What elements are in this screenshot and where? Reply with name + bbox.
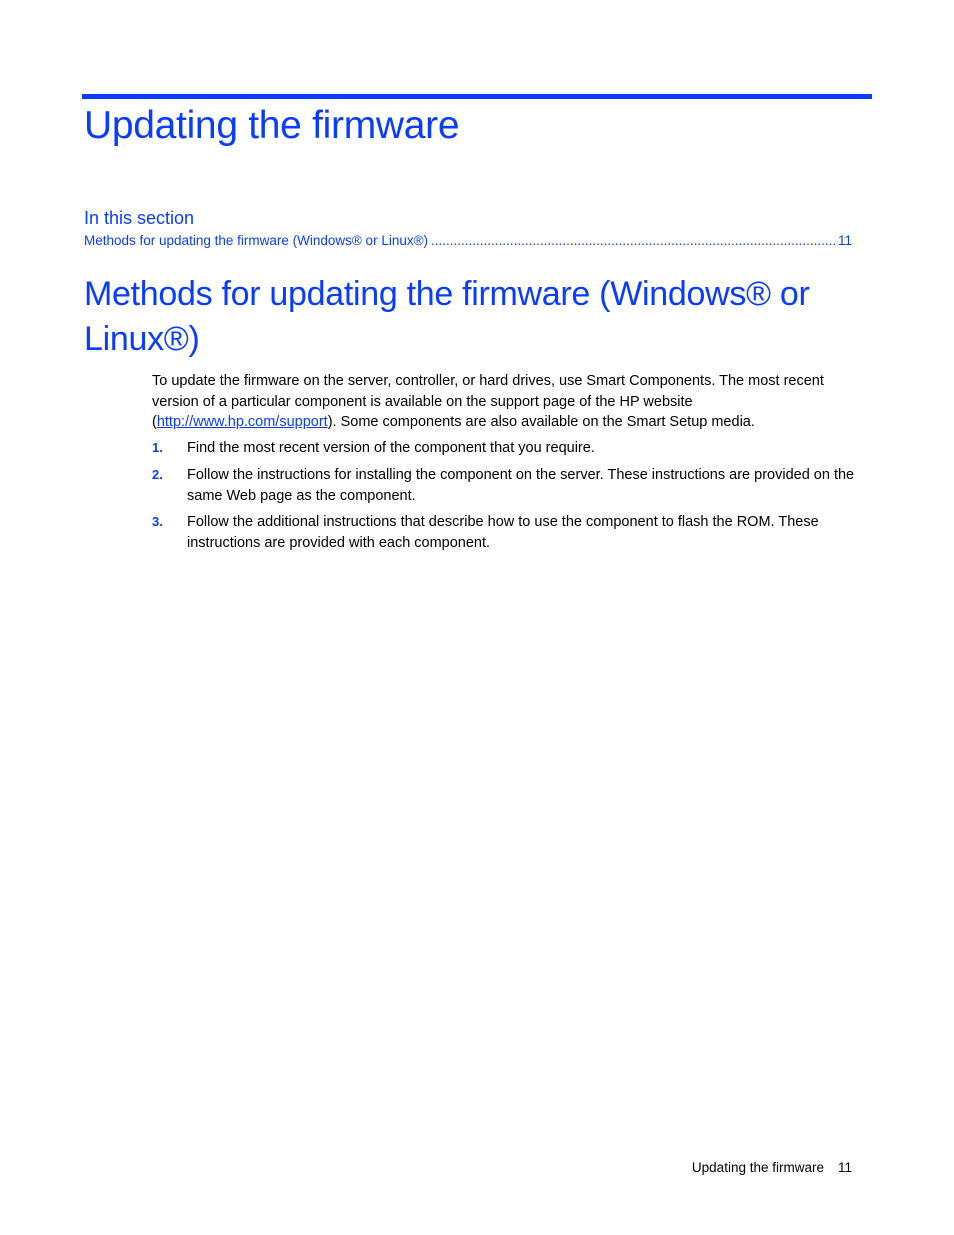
hp-support-link[interactable]: http://www.hp.com/support	[156, 414, 328, 431]
step-text: Follow the instructions for installing the component on the server. These instructions are provided on the same Web page as the component.	[187, 467, 855, 504]
step-text: Follow the additional instructions that describe how to use the component to flash the ROM. These instructions are provided with each component.	[187, 514, 819, 551]
footer-title: Updating the firmware	[691, 1160, 824, 1175]
section-title: Methods for updating the firmware (Windows® or Linux®)	[84, 275, 810, 358]
step-number: 2.	[152, 467, 163, 482]
intro-text-after-link: ). Some components are also available on the Smart Setup media.	[327, 414, 755, 431]
step-2	[152, 465, 864, 506]
chapter-title: Updating the firmware	[84, 104, 460, 147]
toc-entry-label: Methods for updating the firmware (Windows® or Linux®)	[84, 233, 429, 248]
step-text: Find the most recent version of the component that you require.	[187, 440, 595, 456]
footer-page-number: 11	[837, 1160, 852, 1175]
step-number: 3.	[152, 514, 163, 529]
chapter-rule	[82, 94, 872, 99]
page-footer	[600, 1158, 852, 1178]
step-number: 1.	[152, 440, 163, 455]
intro-text-before-link: To update the firmware on the server, controller, or hard drives, use Smart Components. The most recent version of a particular component is available on the support page of the HP website (	[152, 373, 824, 431]
toc-dot-leader	[431, 231, 835, 251]
step-3	[152, 512, 864, 553]
step-1	[152, 438, 864, 459]
toc-heading: In this section	[84, 208, 195, 228]
toc-entry-page: 11	[837, 233, 852, 248]
intro-paragraph	[152, 371, 864, 433]
toc-entry-methods[interactable]	[84, 231, 852, 251]
